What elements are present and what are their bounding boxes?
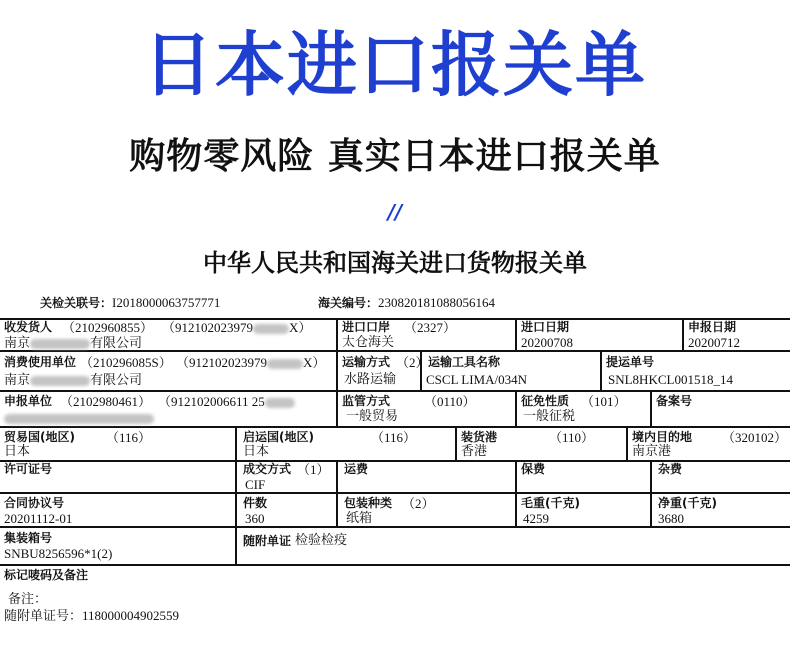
customs-number-value: 230820181088056164 xyxy=(378,295,496,310)
declarant-code: （2102980461） xyxy=(60,394,152,409)
net-weight-label: 净重(千克) xyxy=(658,496,717,510)
redaction-mark xyxy=(30,339,90,349)
entry-port-cell xyxy=(338,318,515,350)
consignee-name xyxy=(4,335,142,351)
consignee-code: （2102960855） xyxy=(62,320,154,335)
bill-label: 提运单号 xyxy=(606,355,655,369)
exemption-value: 一般征税 xyxy=(523,409,576,424)
transport-mode-label: 运输方式 xyxy=(342,355,391,369)
supervision-label: 监管方式 xyxy=(342,394,391,408)
supervision-cell xyxy=(338,392,515,426)
consumer-credit xyxy=(176,355,325,370)
entry-port-label: 进口口岸 xyxy=(342,320,391,334)
consumer-name-prefix: 南京 xyxy=(4,373,31,388)
import-date-label: 进口日期 xyxy=(521,320,570,334)
origin-country-label: 启运国(地区) xyxy=(243,430,314,444)
customs-number xyxy=(318,295,495,311)
pieces-cell xyxy=(237,494,336,526)
package-value: 纸箱 xyxy=(346,511,373,526)
deal-mode-label: 成交方式 xyxy=(243,462,292,476)
transport-mode-cell xyxy=(338,352,429,390)
banner-title: 日本进口报关单 xyxy=(143,24,647,106)
deal-mode-code: （1） xyxy=(297,462,330,477)
consignee-credit-value: （912102023979 xyxy=(162,320,254,335)
redaction-mark xyxy=(267,359,303,369)
vessel-label: 运输工具名称 xyxy=(428,355,501,369)
entry-port-value: 太仓海关 xyxy=(342,335,395,350)
record-label: 备案号 xyxy=(656,394,693,408)
freight-label: 运费 xyxy=(344,462,369,476)
entry-port-code: （2327） xyxy=(404,320,457,335)
loading-port-value: 香港 xyxy=(461,444,488,459)
destination-code: （320102） xyxy=(722,430,788,445)
redaction-mark xyxy=(4,414,154,424)
insurance-cell xyxy=(517,462,650,492)
net-weight-cell xyxy=(652,494,790,526)
consignee-cell xyxy=(0,318,336,350)
deal-mode-value: CIF xyxy=(245,477,266,492)
destination-cell xyxy=(628,428,790,460)
gross-weight-value: 4259 xyxy=(523,511,549,526)
deal-mode-cell xyxy=(237,462,336,492)
remarks-label: 备注： xyxy=(8,592,48,607)
consignee-name-suffix: 有限公司 xyxy=(90,336,143,351)
redaction-mark xyxy=(265,398,295,408)
bill-cell xyxy=(602,352,790,390)
bill-value: SNL8HKCL001518_14 xyxy=(608,372,733,387)
net-weight-value: 3680 xyxy=(658,511,684,526)
insurance-label: 保费 xyxy=(521,462,546,476)
declarant-name-redacted xyxy=(4,410,154,425)
pieces-label: 件数 xyxy=(243,496,268,510)
consumer-label: 消费使用单位 xyxy=(4,355,77,369)
trade-country-value: 日本 xyxy=(4,444,31,459)
package-label: 包装种类 xyxy=(344,496,393,510)
vessel-value: CSCL LIMA/034N xyxy=(426,372,527,387)
declarant-credit-value: （912102006611 25 xyxy=(158,394,265,409)
consumer-name xyxy=(4,372,142,388)
loading-port-cell xyxy=(457,428,626,460)
contract-value: 20201112-01 xyxy=(4,511,73,526)
exemption-code: （101） xyxy=(581,394,627,409)
trade-country-label: 贸易国(地区) xyxy=(4,430,75,444)
attached-docs-value: 检验检疫 xyxy=(295,533,348,548)
inspection-number-value: I2018000063757771 xyxy=(112,295,221,310)
banner-subtitle: 购物零风险 真实日本进口报关单 xyxy=(129,136,661,177)
license-label: 许可证号 xyxy=(4,462,53,476)
consumer-name-suffix: 有限公司 xyxy=(90,373,143,388)
origin-country-code: （116） xyxy=(371,430,417,445)
consignee-label: 收发货人 xyxy=(4,320,53,334)
banner-mark: // xyxy=(387,200,403,224)
loading-port-code: （110） xyxy=(549,430,595,445)
package-code: （2） xyxy=(402,496,435,511)
origin-country-value: 日本 xyxy=(243,444,270,459)
consignee-name-prefix: 南京 xyxy=(4,336,31,351)
trade-country-code: （116） xyxy=(106,430,152,445)
declare-date-cell xyxy=(684,318,790,350)
contract-cell xyxy=(0,494,235,526)
inspection-number xyxy=(40,295,220,311)
package-cell xyxy=(338,494,515,526)
declare-date-label: 申报日期 xyxy=(688,320,737,334)
pieces-value: 360 xyxy=(245,511,265,526)
attached-docs-cell xyxy=(237,528,790,564)
exemption-cell xyxy=(517,392,650,426)
freight-cell xyxy=(338,462,515,492)
consignee-credit xyxy=(162,320,311,335)
declaration-form xyxy=(0,318,790,566)
supervision-code: （0110） xyxy=(424,394,476,409)
redaction-mark xyxy=(253,324,289,334)
import-date-cell xyxy=(517,318,682,350)
consumer-credit-tail: X） xyxy=(303,355,326,370)
destination-value: 南京港 xyxy=(632,444,672,459)
origin-country-cell xyxy=(237,428,455,460)
contract-label: 合同协议号 xyxy=(4,496,65,510)
transport-mode-code: （2） xyxy=(396,355,429,370)
container-label: 集装箱号 xyxy=(4,531,53,545)
consumer-cell xyxy=(0,352,336,390)
destination-label: 境内目的地 xyxy=(632,430,693,444)
trade-country-cell xyxy=(0,428,235,460)
declarant-credit xyxy=(158,394,295,409)
certificate-number-label: 随附单证号： xyxy=(4,609,83,624)
gross-weight-label: 毛重(千克) xyxy=(521,496,580,510)
loading-port-label: 装货港 xyxy=(461,430,498,444)
license-cell xyxy=(0,462,235,492)
import-date-value: 20200708 xyxy=(521,335,573,350)
declare-date-value: 20200712 xyxy=(688,335,740,350)
vessel-cell xyxy=(422,352,600,390)
document-title: 中华人民共和国海关进口货物报关单 xyxy=(203,248,587,277)
consumer-credit-value: （912102023979 xyxy=(176,355,268,370)
redaction-mark xyxy=(30,376,90,386)
consignee-credit-tail: X） xyxy=(289,320,312,335)
marks-label: 标记唛码及备注 xyxy=(4,568,89,582)
declarant-label: 申报单位 xyxy=(4,394,53,408)
container-value: SNBU8256596*1(2) xyxy=(4,546,113,561)
attached-docs-label: 随附单证 xyxy=(243,534,292,548)
gross-weight-cell xyxy=(517,494,650,526)
record-cell xyxy=(652,392,790,426)
supervision-value: 一般贸易 xyxy=(346,409,399,424)
customs-number-label: 海关编号： xyxy=(318,296,379,310)
misc-fee-label: 杂费 xyxy=(658,462,683,476)
certificate-number-value: 118000004902559 xyxy=(82,608,180,623)
container-cell xyxy=(0,528,235,564)
exemption-label: 征免性质 xyxy=(521,394,570,408)
grid-line xyxy=(0,564,790,566)
declarant-cell xyxy=(0,392,336,426)
consumer-code: （210296085S） xyxy=(80,355,172,370)
misc-fee-cell xyxy=(652,462,790,492)
transport-mode-value: 水路运输 xyxy=(344,372,397,387)
inspection-number-label: 关检关联号： xyxy=(40,296,113,310)
certificate-number xyxy=(4,608,179,624)
